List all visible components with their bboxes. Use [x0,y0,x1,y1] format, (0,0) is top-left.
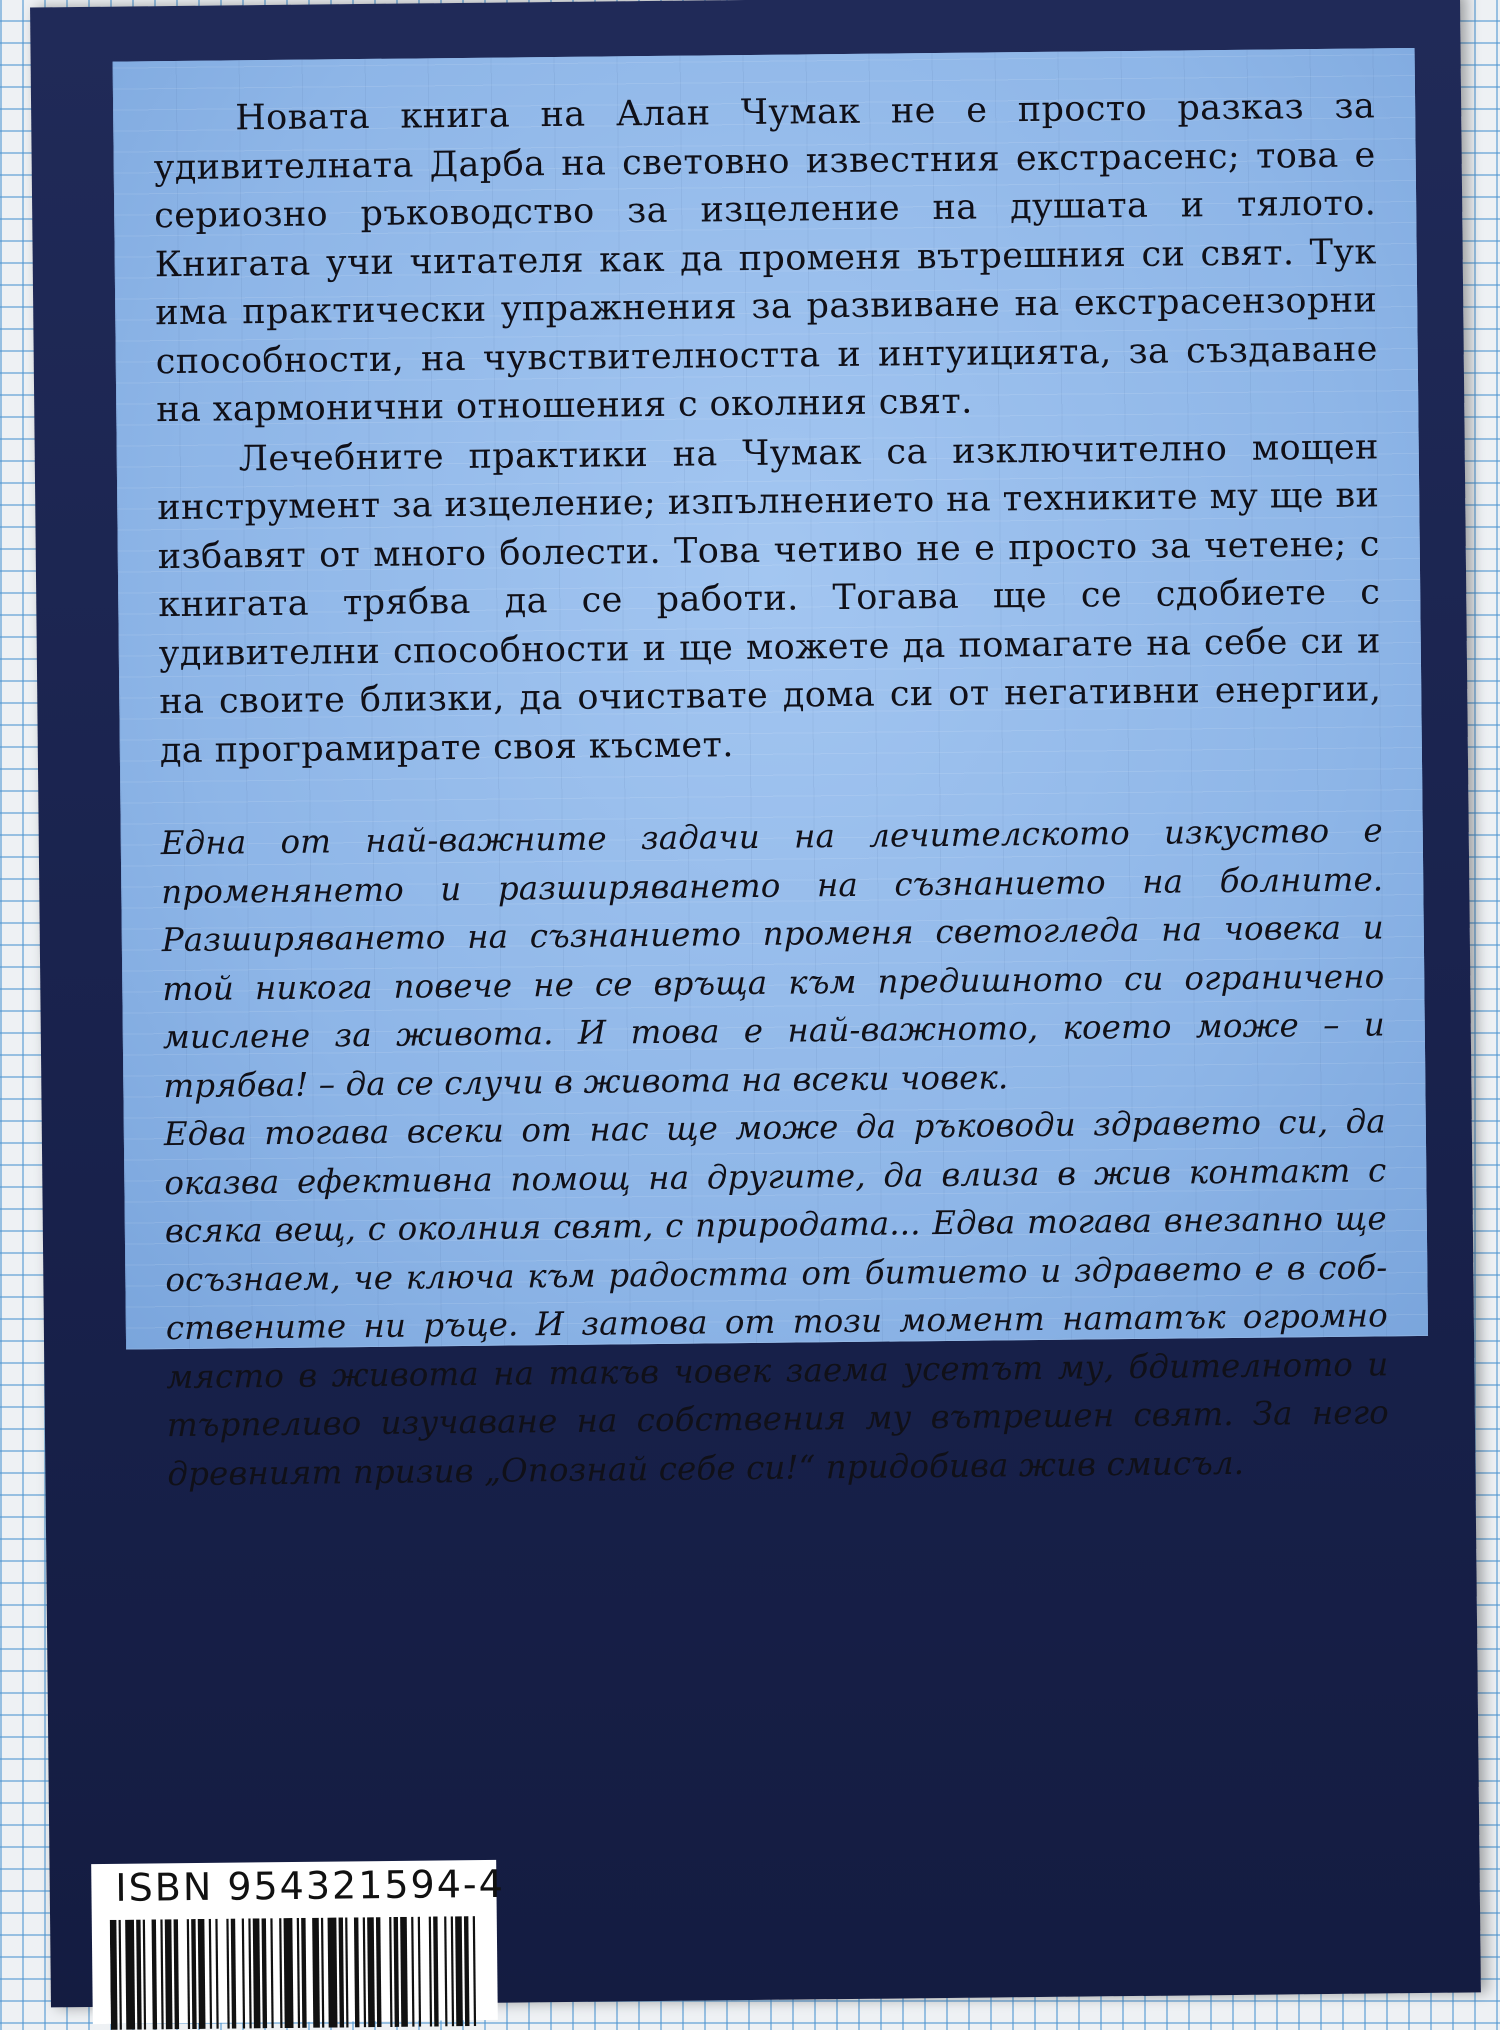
barcode-bar [429,1917,432,2027]
isbn-number: ISBN 954321594-4 [115,1861,506,1910]
barcode-bar [231,1919,237,2029]
barcode-bar [191,1919,197,2029]
barcode-bar [455,1916,463,2026]
barcode-bar [297,1918,300,2028]
barcode-bar [339,1917,345,2027]
barcode-bar [451,1916,454,2026]
book-back-cover [30,0,1481,2007]
quote-paragraph-2: Едва тогава всеки от нас ще може да ръководи здравето си, да оказва ефективна помощ на другите, да влиза в жив контакт с всяка вещ, с околния свят, с природата... Едва тогава внезапно ще осъзнаем, че ключа към радостта от битието и здравето е в соб-ствените ни ръце. И затова от този момент нататък огромно място в живота на такъв човек заема усетът му, бдителното и търпеливо изучаване на собствения му вътрешен свят. За него древният призив „Опознай себе си!“ придобива жив смисъл. [163,1102,1390,1493]
barcode-bar [394,1917,400,2027]
barcode-bar [152,1919,158,2029]
barcode-bar [187,1919,190,2029]
barcode-bar [433,1917,439,2027]
barcode-bar [367,1917,375,2027]
barcode-bar [389,1917,392,2027]
barcode-bar [279,1918,282,2028]
barcode-bar [312,1918,320,2028]
barcode-bar [301,1918,307,2028]
barcode-bar [418,1917,421,2027]
isbn-barcode-label [91,1860,506,2024]
barcode-bar [444,1916,447,2026]
barcode-bar [160,1919,163,2029]
barcode-bar [165,1919,173,2029]
barcode-bar [248,1918,251,2028]
barcode-bar [215,1919,218,2029]
barcode-bar [226,1919,229,2029]
barcode-bar [321,1918,324,2028]
barcode-bar [242,1919,245,2029]
barcode-bar [464,1916,470,2026]
barcode-bar [284,1918,294,2028]
barcode-bar [119,1920,122,2030]
barcode-icon [110,1916,481,2030]
barcode-bar [328,1918,338,2028]
barcode-bar [136,1920,142,2030]
barcode-bar [110,1920,118,2030]
text-panel [113,48,1428,1493]
barcode-bar [400,1917,408,2027]
barcode-bar [376,1917,382,2027]
barcode-bar [174,1919,180,2029]
barcode-bar [354,1917,360,2027]
barcode-bar [262,1918,268,2028]
description-paragraph-1: Новата книга на Алан Чумак не е просто разказ за удивителната Дарба на световно известния екстрасенс; това е сериозно ръководство за изцеление на душата и тялото. Книгата учи читателя как да променя вътрешния си свят. Тук има практически упражнения за развиване на екстрасензорни способности, на чувствителността и интуицията, за създаване на хармонични отношения с околния свят. [153,86,1378,431]
quote-paragraph-1: Една от най-важните задачи на лечителското изкуство е променянето и разширяването на съзнанието на болните. Разширяването на съзнанието променя светогледа на човека и той никога повече не се връща към предишното си ограничено мислене за живота. И това е най-важното, което може – и трябва! – да се случи в живота на всеки човек. [160,811,1385,1105]
barcode-bar [473,1916,476,2026]
description-paragraph-2: Лечебните практики на Чумак са изключително мощен инструмент за изцеление; изпълнението на техниките му ще ви избавят от много болести. Това четиво не е просто за четене; с книгата трябва да се работи. Тогава ще се сдобиете с удивителни способности и ще можете да помагате на себе си и на своите близки, да очиствате дома си от негативни енергии, да програмирате своя късмет. [157,426,1382,771]
barcode-bar [345,1917,348,2027]
barcode-bar [270,1918,273,2028]
barcode-bar [198,1919,206,2029]
barcode-bar [125,1920,135,2030]
barcode-bar [253,1918,261,2028]
barcode-bar [209,1919,212,2029]
barcode-bar [363,1917,366,2027]
barcode-bar [143,1920,146,2030]
barcode-bar [411,1917,414,2027]
